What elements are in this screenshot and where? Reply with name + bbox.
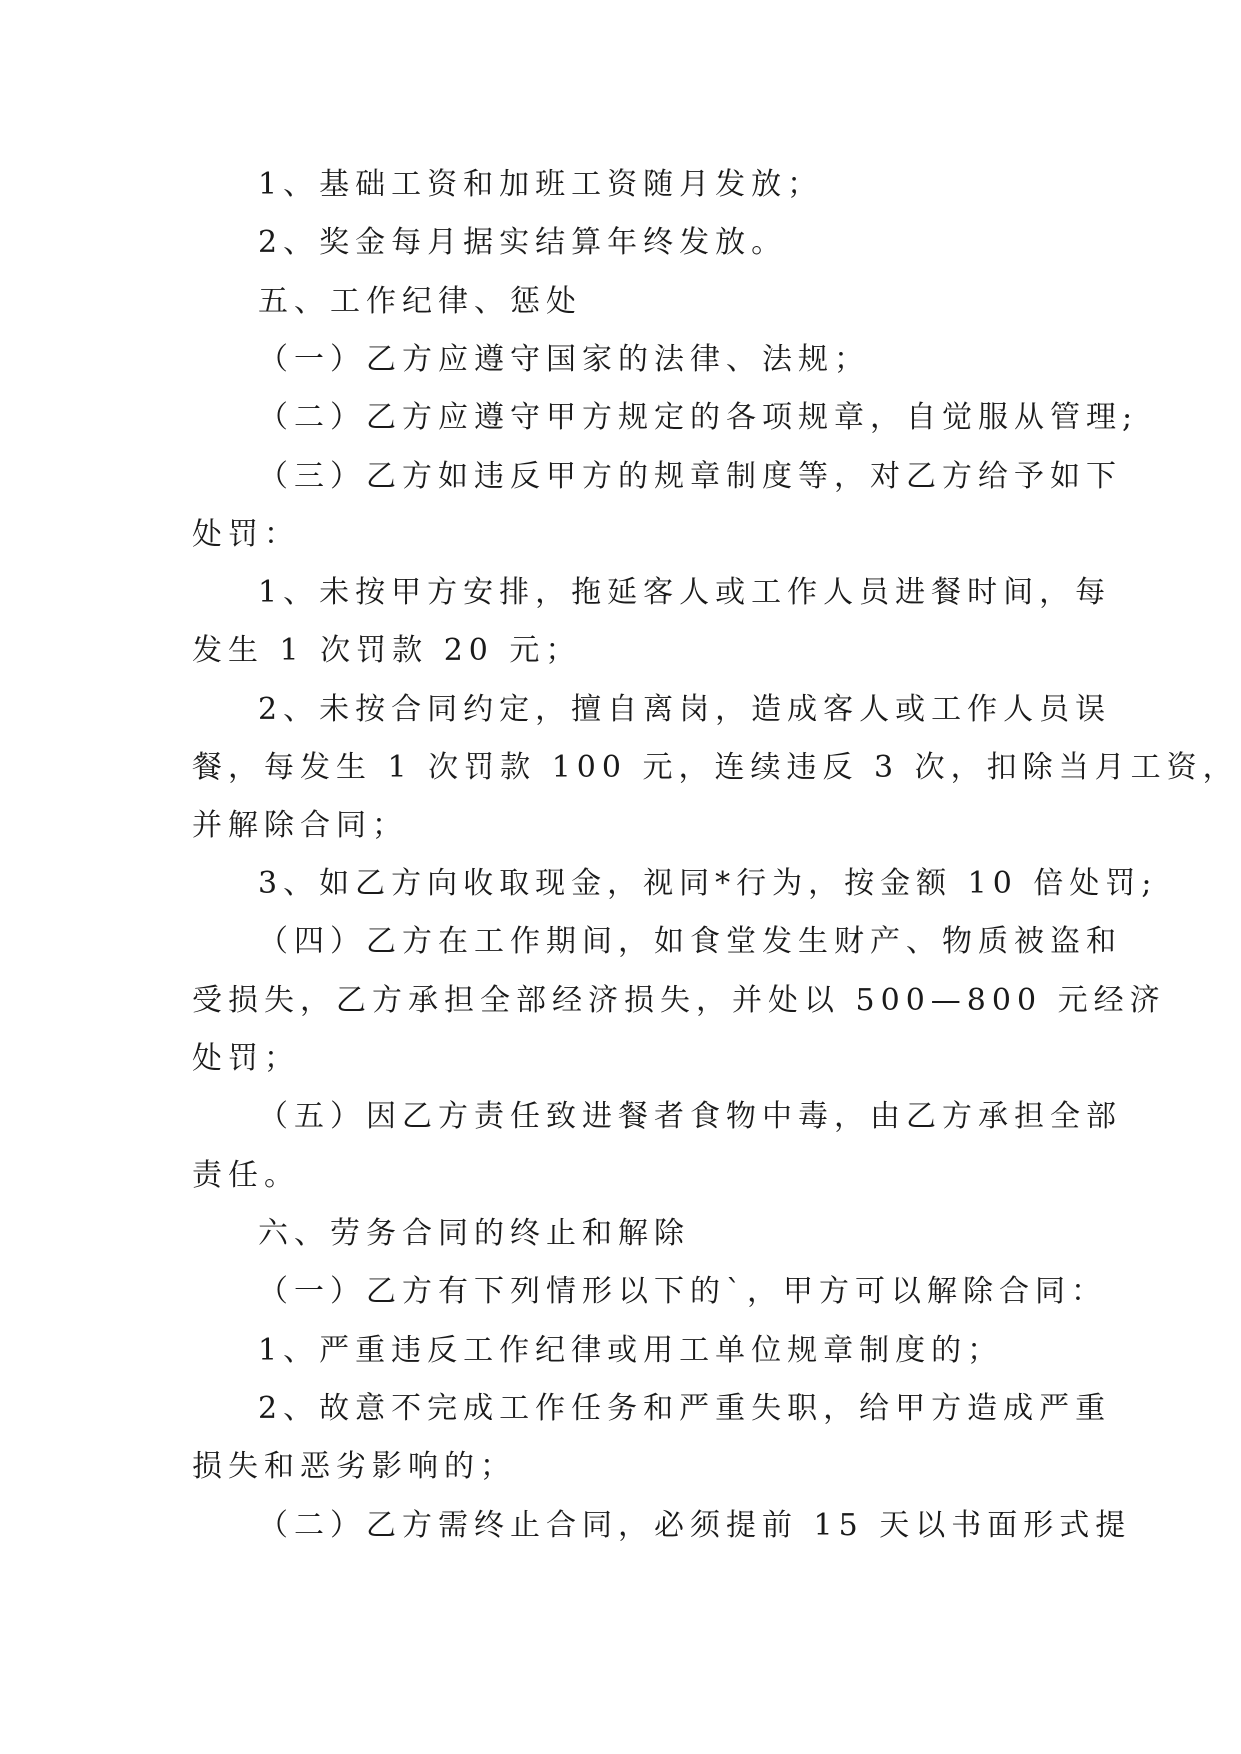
paragraph-line: （二）乙方应遵守甲方规定的各项规章，自觉服从管理; <box>258 400 1139 435</box>
section-heading: 五、工作纪律、惩处 <box>258 284 582 319</box>
paragraph-line: 处罚； <box>192 1041 300 1076</box>
paragraph-line: 并解除合同； <box>192 808 408 843</box>
section-heading: 六、劳务合同的终止和解除 <box>258 1216 690 1251</box>
paragraph-line: （四）乙方在工作期间，如食堂发生财产、物质被盗和 <box>258 924 1122 959</box>
paragraph-line: 1、未按甲方安排，拖延客人或工作人员进餐时间，每 <box>258 575 1112 610</box>
paragraph-line: 发生 1 次罚款 20 元； <box>192 633 582 668</box>
paragraph-line: 3、如乙方向收取现金，视同*行为，按金额 10 倍处罚; <box>258 866 1158 901</box>
paragraph-line: （三）乙方如违反甲方的规章制度等，对乙方给予如下 <box>258 459 1122 494</box>
paragraph-line: 处罚： <box>192 517 300 552</box>
paragraph-line: （一）乙方有下列情形以下的`，甲方可以解除合同： <box>258 1274 1107 1309</box>
paragraph-line: 受损失，乙方承担全部经济损失，并处以 500—800 元经济 <box>192 983 1166 1018</box>
paragraph-line: 餐，每发生 1 次罚款 100 元，连续违反 3 次，扣除当月工资， <box>192 750 1239 785</box>
paragraph-line: （五）因乙方责任致进餐者食物中毒，由乙方承担全部 <box>258 1099 1122 1134</box>
paragraph-line: （二）乙方需终止合同，必须提前 15 天以书面形式提 <box>258 1508 1132 1543</box>
paragraph-line: 2、故意不完成工作任务和严重失职，给甲方造成严重 <box>258 1391 1112 1426</box>
paragraph-line: 1、严重违反工作纪律或用工单位规章制度的； <box>258 1333 1004 1368</box>
paragraph-line: 1、基础工资和加班工资随月发放； <box>258 167 824 202</box>
paragraph-line: 责任。 <box>192 1158 300 1193</box>
paragraph-line: 2、奖金每月据实结算年终发放。 <box>258 225 788 260</box>
paragraph-line: 损失和恶劣影响的； <box>192 1449 516 1484</box>
paragraph-line: （一）乙方应遵守国家的法律、法规； <box>258 342 870 377</box>
paragraph-line: 2、未按合同约定，擅自离岗，造成客人或工作人员误 <box>258 692 1112 727</box>
